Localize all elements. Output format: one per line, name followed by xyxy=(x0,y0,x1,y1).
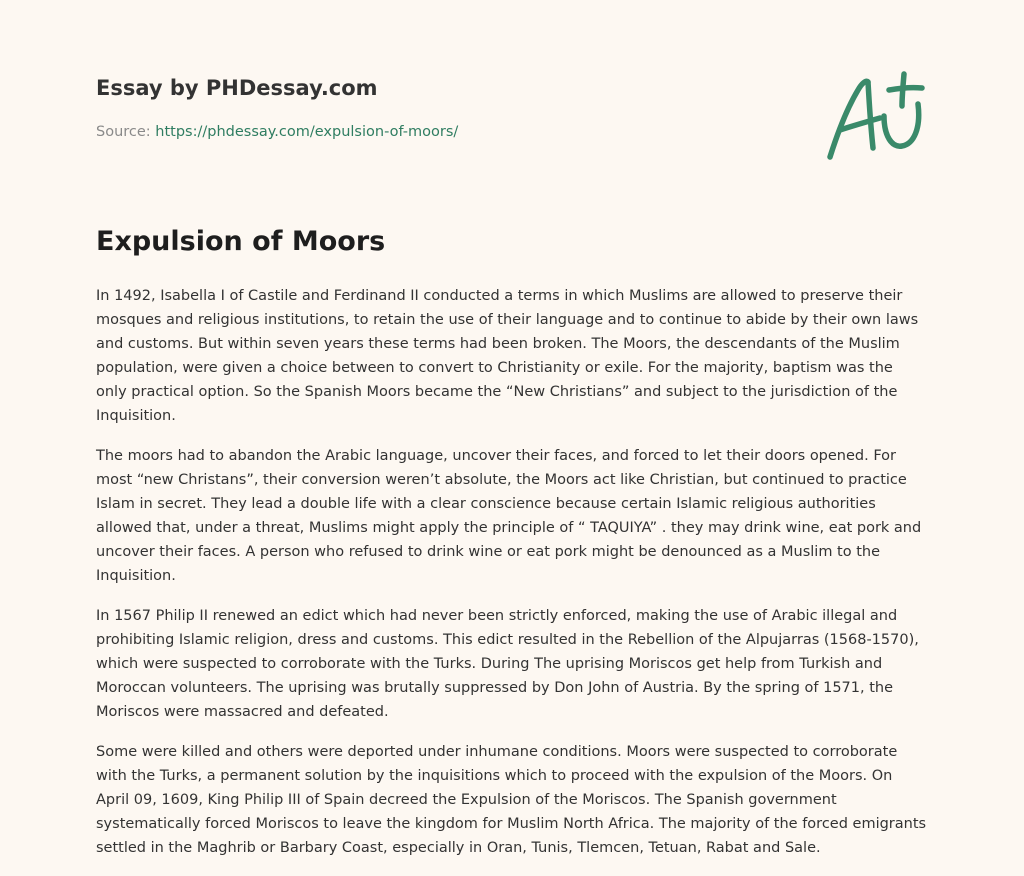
site-title: Essay by PHDessay.com xyxy=(96,76,378,100)
essay-paragraph: Some were killed and others were deported under inhumane conditions. Moors were suspected to corroborate with the Turks, a permanent solution by the inquisitions which to proceed with the expulsion of the Moors. On April 09, 1609, King Philip III of Spain decreed the Expulsion of the Moriscos. The Spanish government systematically forced Moriscos to leave the kingdom for Muslim North Africa. The majority of the forced emigrants settled in the Maghrib or Barbary Coast, especially in Oran, Tunis, Tlemcen, Tetuan, Rabat and Sale. xyxy=(96,744,927,856)
essay-paragraph: In 1567 Philip II renewed an edict which had never been strictly enforced, making the use of Arabic illegal and prohibiting Islamic religion, dress and customs. This edict resulted in the Rebellion of the Alpujarras (1568-1570), which were suspected to corroborate with the Turks. During The uprising Moriscos get help from Turkish and Moroccan volunteers. The uprising was brutally suppressed by Don John of Austria. By the spring of 1571, the Moriscos were massacred and defeated. xyxy=(96,608,919,720)
essay-paragraph: In 1492, Isabella I of Castile and Ferdinand II conducted a terms in which Muslims are allowed to preserve their mosques and religious institutions, to retain the use of their language and to continue to abide by their own laws and customs. But within seven years these terms had been broken. The Moors, the descendants of the Muslim population, were given a choice between to convert to Christianity or exile. For the majority, baptism was the only practical option. So the Spanish Moors became the “New Christians” and subject to the jurisdiction of the Inquisition. xyxy=(96,288,919,424)
essay-paragraph: The moors had to abandon the Arabic language, uncover their faces, and forced to let their doors opened. For most “new Christans”, their conversion weren’t absolute, the Moors act like Christian, but continued to practice Islam in secret. They lead a double life with a clear conscience because certain Islamic religious authorities allowed that, under a threat, Muslims might apply the principle of “ TAQUIYA” . they may drink wine, eat pork and uncover their faces. A person who refused to drink wine or eat pork might be denounced as a Muslim to the Inquisition. xyxy=(96,448,922,584)
essay-body xyxy=(96,284,928,876)
source-line xyxy=(96,124,458,140)
source-link[interactable]: https://phdessay.com/expulsion-of-moors/ xyxy=(155,124,459,140)
a-plus-logo-icon xyxy=(822,68,928,164)
essay-title: Expulsion of Moors xyxy=(96,226,386,257)
source-label: Source: xyxy=(96,124,156,140)
